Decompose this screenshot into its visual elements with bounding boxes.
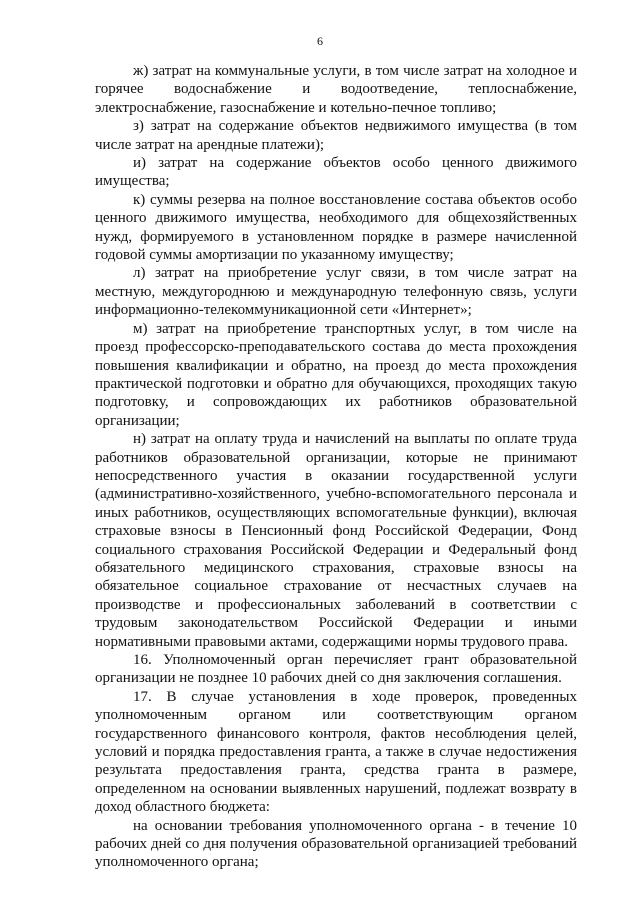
paragraph-item-z: з) затрат на содержание объектов недвижимого имущества (в том числе затрат на арендные платежи);	[95, 118, 577, 153]
paragraph-item-m: м) затрат на приобретение транспортных услуг, в том числе на проезд профессорско-преподавательского состава до места прохождения повышения квалификации и обратно, на проезд до места прохождения практической подготовки и обратно для обучающихся, проходящих такую подготовку, и сопровождающих их работников образовательной организации;	[95, 320, 577, 429]
paragraph-item-l: л) затрат на приобретение услуг связи, в том числе затрат на местную, междугороднюю и международную телефонную связь, услуги информационно-телекоммуникационной сети «Интернет»;	[95, 265, 577, 319]
paragraph-item-i: и) затрат на содержание объектов особо ценного движимого имущества;	[95, 155, 577, 190]
paragraph-item-zh: ж) затрат на коммунальные услуги, в том числе затрат на холодное и горячее водоснабжение и водоотведение, теплоснабжение, электроснабжение, газоснабжение и котельно-печное топливо;	[95, 63, 577, 116]
paragraph-clause-16: 16. Уполномоченный орган перечисляет грант образовательной организации не позднее 10 рабочих дней со дня заключения соглашения.	[95, 652, 577, 687]
paragraph-return-basis: на основании требования уполномоченного органа - в течение 10 рабочих дней со дня получения образовательной организацией требований уполномоченного органа;	[95, 817, 577, 871]
paragraph-item-n: н) затрат на оплату труда и начислений на выплаты по оплате труда работников образовательной организации, которые не принимают непосредственного участия в оказании государственной услуги (административно-хозяйственного, учебно-вспомогательного персонала и иных работников, осуществляющих вспомогательные функции), включая страховые взносы в Пенсионный фонд Российской Федерации, Фонд социального страхования Российской Федерации и Федеральный фонд обязательного медицинского страхования, страховые взносы на обязательное социальное страхование от несчастных случаев на производстве и профессиональных заболеваний в соответствии с трудовым законодательством Российской Федерации и иными нормативными правовыми актами, содержащими нормы трудового права.	[95, 431, 577, 650]
document-body	[95, 62, 577, 872]
paragraph-clause-17: 17. В случае установления в ходе проверок, проведенных уполномоченным органом или соответствующим органом государственного финансового контроля, фактов несоблюдения целей, условий и порядка предоставления гранта, а также в случае недостижения результата предоставления гранта, средства гранта в размере, определенном на основании выявленных нарушений, подлежат возврату в доход областного бюджета:	[95, 688, 577, 816]
paragraph-item-k: к) суммы резерва на полное восстановление состава объектов особо ценного движимого имущества, необходимого для общехозяйственных нужд, формируемого в установленном порядке в размере начисленной годовой суммы амортизации по указанному имуществу;	[95, 191, 577, 264]
page-number: 6	[317, 34, 323, 48]
